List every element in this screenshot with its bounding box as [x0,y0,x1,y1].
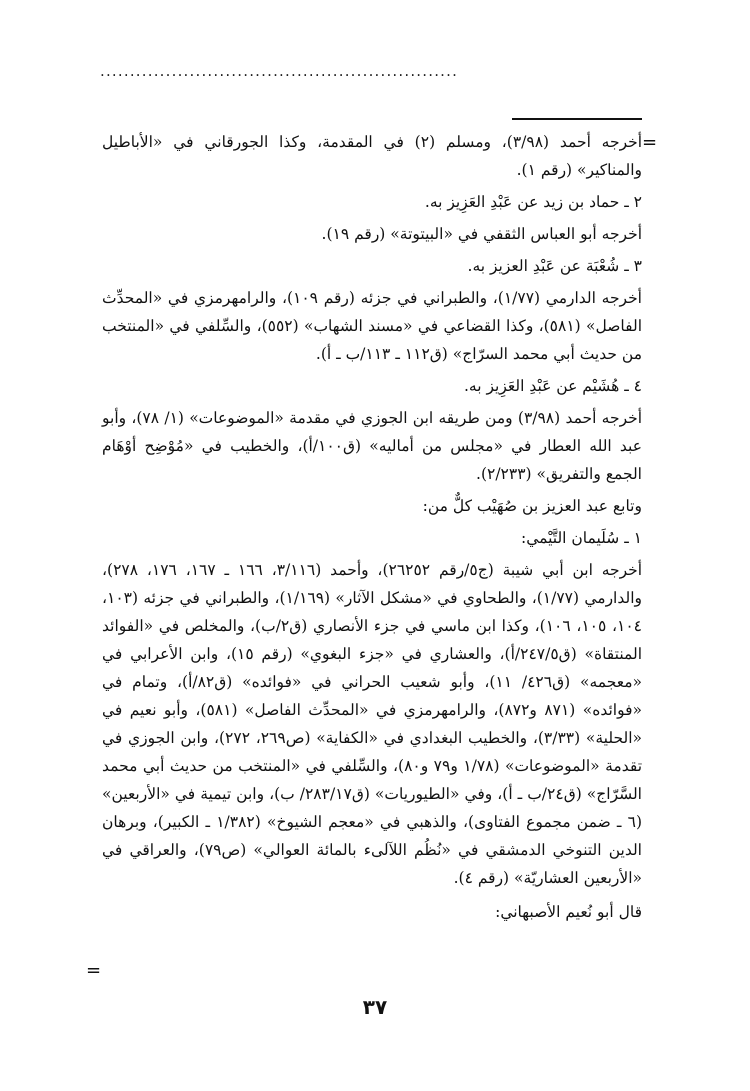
paragraph: أخرجه أحمد (٣/٩٨)، ومسلم (٢) في المقدمة، وكذا الجورقاني في «الأباطيل والمناكير» (رقم ١). [102,133,643,179]
continuation-mark-top: = [642,132,658,153]
paragraph: ٣ ـ شُعْبَة عن عَبْدِ العزيز به. [467,257,642,275]
footnote-separator-rule [512,118,642,120]
paragraph: أخرجه ابن أبي شيبة (ج٥/رقم ٢٦٢٥٢)، وأحمد (٣/١١٦، ١٦٦ ـ ١٦٧، ١٧٦، ٢٧٨)، والدارمي (١/٧٧)، والطحاوي في «مشكل الآثار» (١/١٦٩)، والطبراني في جزئه (١٠٣، ١٠٤، ١٠٥، ١٠٦)، وكذا ابن ماسي في جزء الأنصاري (ق٢/ب)، والمخلص في «الفوائد المنتقاة» (ق٢٤٧/٥/أ)، والعشاري في «جزء البغوي» (رقم ١٥)، وابن الأعرابي في «معجمه» (ق٤٢٦/ ١١)، وأبو شعيب الحراني في «فوائده» (ق٨٢/أ)، وتمام في «فوائده» (٨٧١ و٨٧٢)، والرامهرمزي في «المحدِّث الفاصل» (٥٨١)، وأبو نعيم في «الحلية» (٣/٣٣)، والخطيب البغدادي في «الكفاية» (ص٢٦٩، ٢٧٢)، وابن الجوزي في تقدمة «الموضوعات» (١/٧٨ و٧٩ و٨٠)، والسِّلفي في «المنتخب من حديث أبي محمد السَّرّاج» (ق٢٤/ب ـ أ)، وفي «الطيوريات» (ق٢٨٣/١٧/ ب)، وابن تيمية في «الأربعين» (٦ ـ ضمن مجموع الفتاوى)، والذهبي في «معجم الشيوخ» (١/٣٨٢ ـ الكبير)، وبرهان الدين التنوخي الدمشقي في «نُظُم اللآلىء بالمائة العوالي» (ص٧٩)، والعراقي في «الأربعين العشاريّة» (رقم ٤). [102,561,643,887]
header-leader-dots: ............................................................ [100,62,459,80]
paragraph: ٢ ـ حماد بن زيد عن عَبْدِ العَزِيز به. [424,193,642,211]
paragraph: ١ ـ سُلَيمان التَّيْمي: [521,529,642,547]
continuation-mark-bottom: = [86,960,102,981]
page-number: ٣٧ [362,995,388,1019]
paragraph: أخرجه الدارمي (١/٧٧)، والطبراني في جزئه (رقم ١٠٩)، والرامهرمزي في «المحدِّث الفاصل» (٥٨١)، وكذا القضاعي في «مسند الشهاب» (٥٥٢)، والسِّلفي في «المنتخب من حديث أبي محمد السرّاج» (ق١١٢ ـ ١١٣/ب ـ أ). [102,289,642,363]
paragraph: قال أبو نُعيم الأصبهاني: [495,903,642,921]
paragraph: أخرجه أبو العباس الثقفي في «البيتوتة» (رقم ١٩). [321,225,642,243]
paragraph: ٤ ـ هُشَيْم عن عَبْدِ العَزِيز به. [463,377,642,395]
paragraph: وتابع عبد العزيز بن صُهَيْب كلٌّ من: [422,497,642,515]
footnote-body [102,128,642,930]
paragraph: أخرجه أحمد (٣/٩٨) ومن طريقه ابن الجوزي في مقدمة «الموضوعات» (١/ ٧٨)، وأبو عبد الله العطار في «مجلس من أماليه» (ق١٠٠/أ)، والخطيب في «مُوْضِح أوْهَام الجمع والتفريق» (٢/٢٣٣). [102,409,643,483]
